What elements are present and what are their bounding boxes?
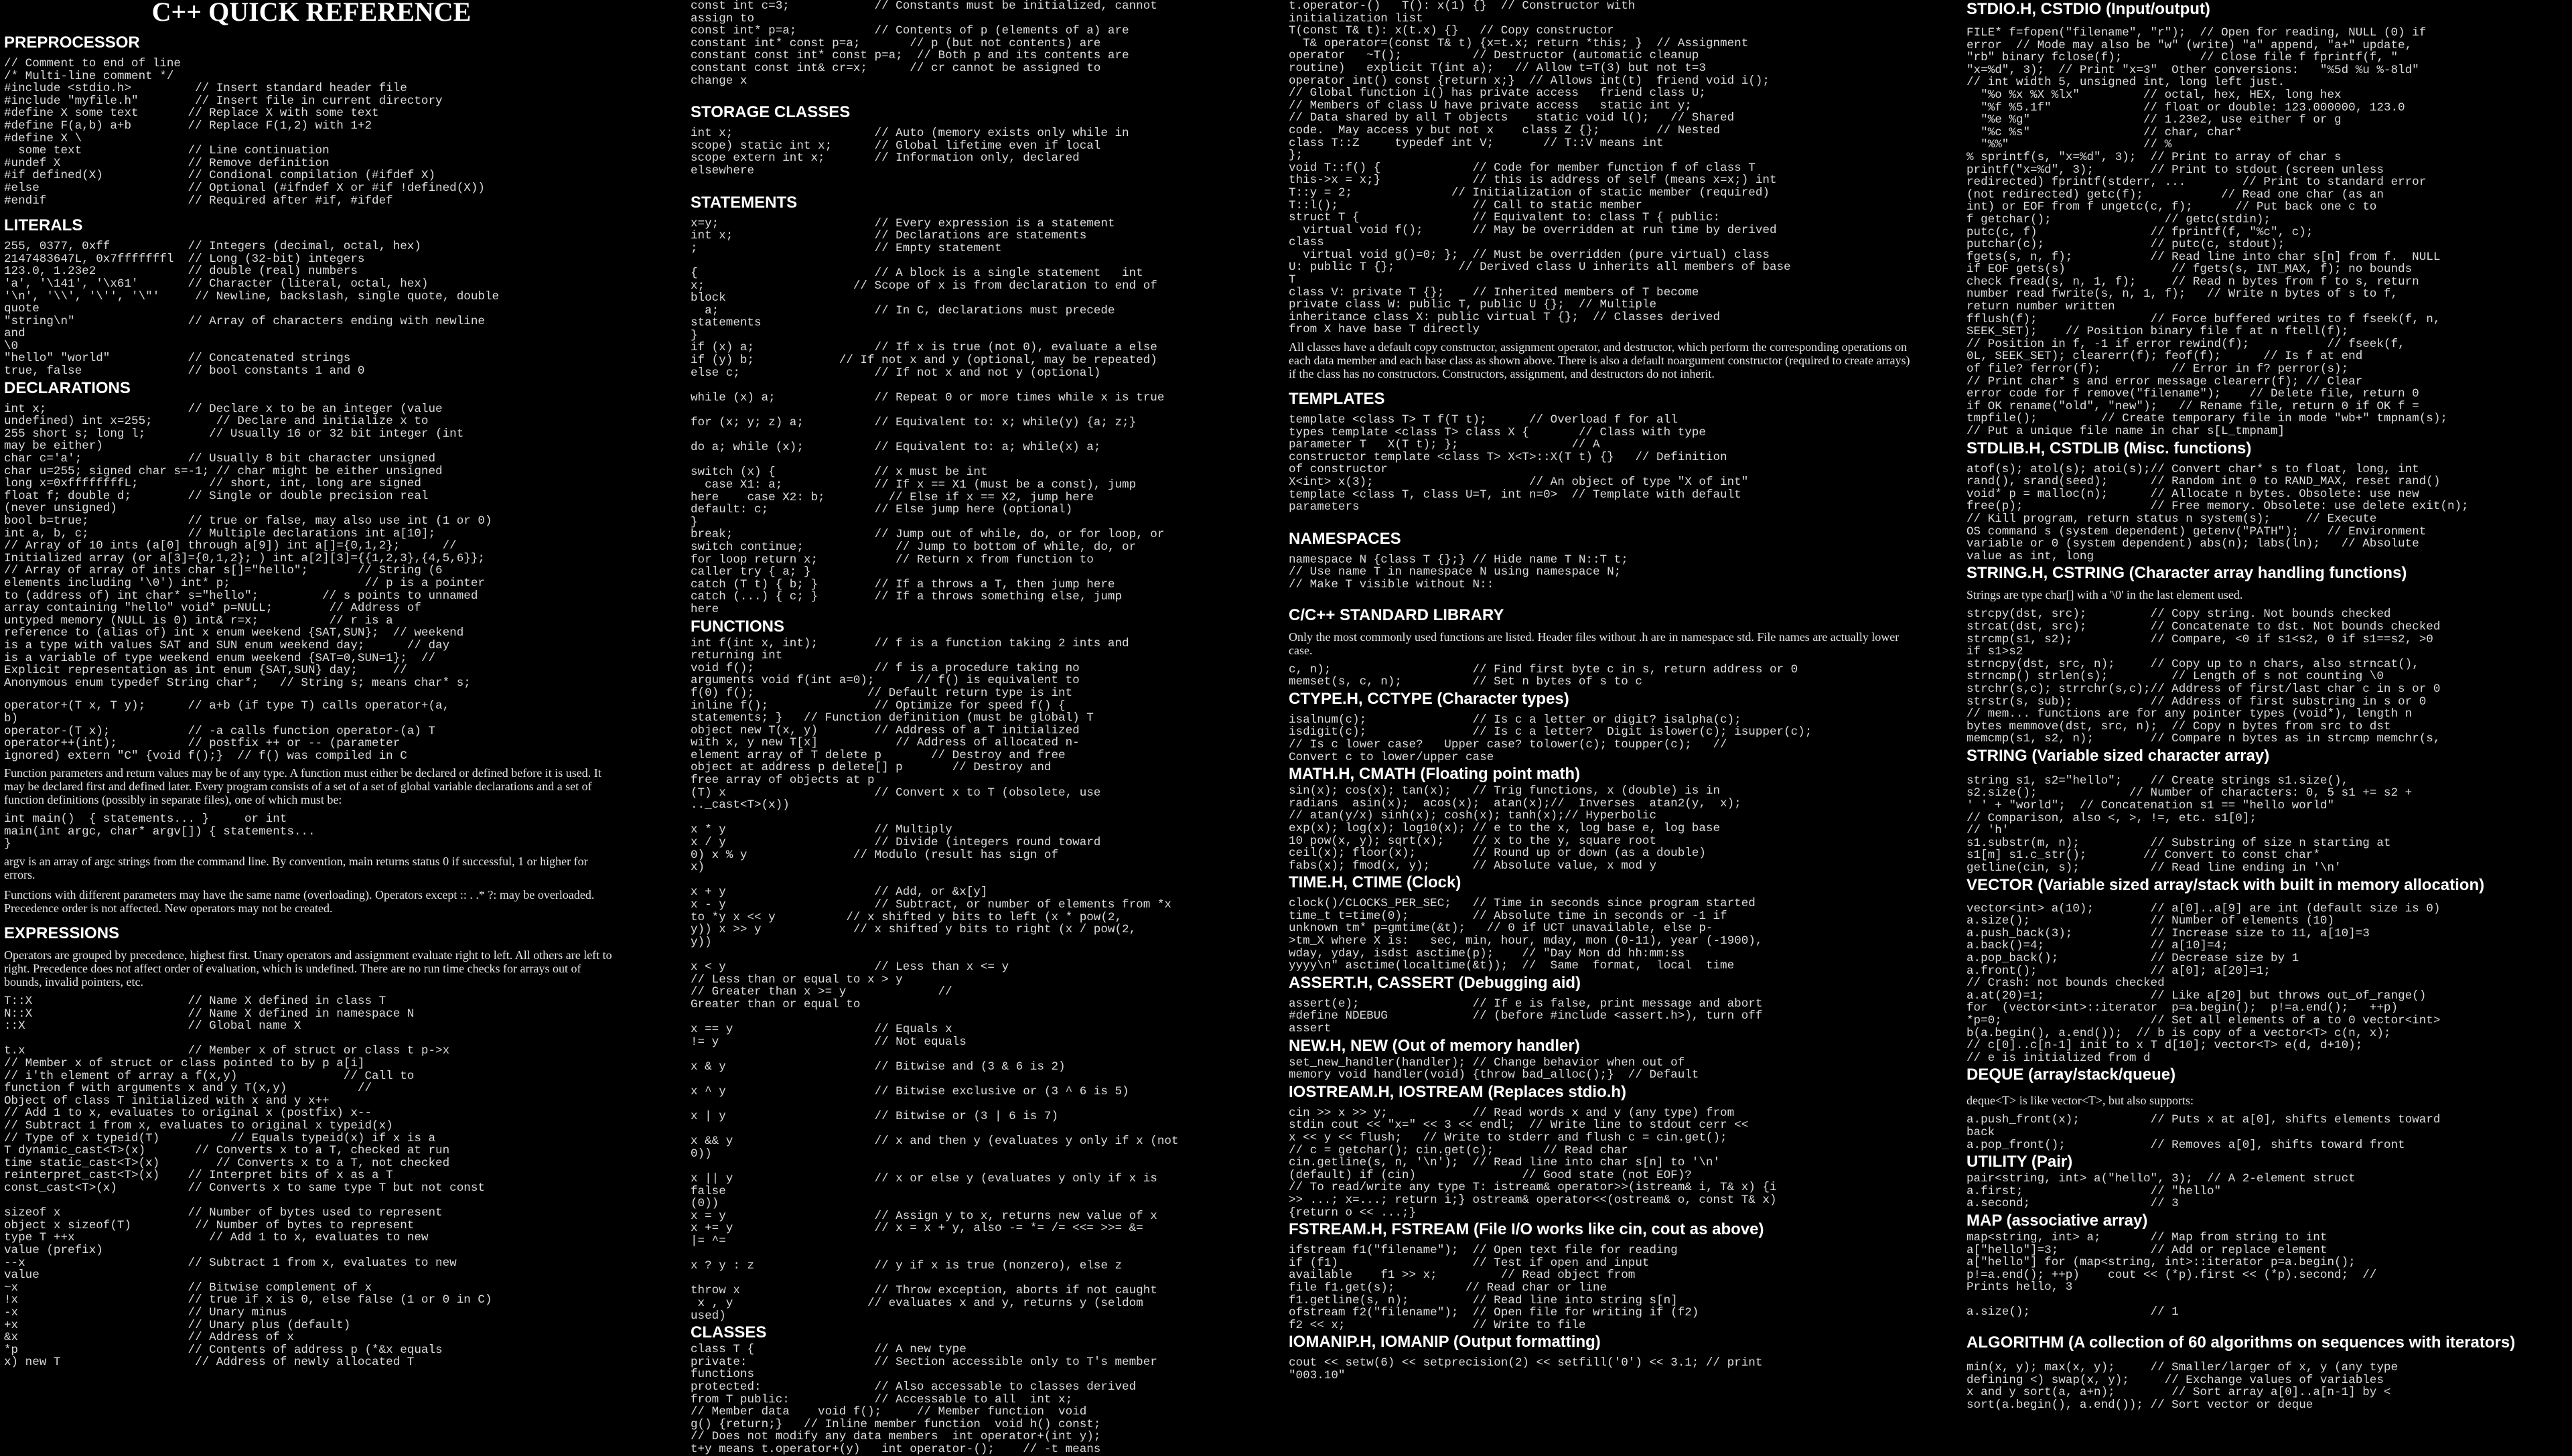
code-memchr: c, n); // Find first byte c in s, return address or 0 memset(s, c, n); // Set n bytes of s to c — [1289, 662, 1798, 689]
code-namespaces: namespace N {class T {};} // Hide name T N::T t; // Use name T in namespace N using namespace N; // Make T visible without N:: — [1289, 553, 1628, 591]
code-algorithm: min(x, y); max(x, y); // Smaller/larger of x, y (any type defining <) swap(x, y); // Exchange values of variables x and y sort(a, a+n); // Sort array a[0]..a[n-1] by < sort(a.begin(), a.end()); // Sort vector or deque — [1967, 1361, 2399, 1412]
code-preprocessor: // Comment to end of line /* Multi-line comment */ #include <stdio.h> // Insert standard header file #include "myfile.h" // Insert file in current directory #define X some text // Replace X with some text #define F(a,b) a+b // Replace F(1,2) with 1+2 #define X \ some text // Line continuation #undef X // Remove definition #if defined(X) // Condional compilation (#ifdef X) #else // Optional (#ifndef X or #if !defined(X)) #endif // Required after #if, #ifdef — [4, 57, 485, 208]
text-argv: argv is an array of argc strings from the command line. By convention, main returns status 0 if successful, 1 or higher for errors. — [4, 855, 588, 882]
heading-cstring: STRING.H, CSTRING (Character array handling functions) — [1967, 564, 2407, 583]
heading-stdlib: STDLIB.H, CSTDLIB (Misc. functions) — [1967, 439, 2252, 457]
heading-assert: ASSERT.H, CASSERT (Debugging aid) — [1289, 973, 1581, 992]
code-functions: int f(int x, int); // f is a function taking 2 ints and returning int void f(); // f is a procedure taking no arguments void f(int a=0); // f() is equivalent to f(0) f(); // Default return type is int inline f(); // Optimize for speed f() { statements; } // Function definition (must be global) T object new T(x, y) // Address of a T initialized with x, y new T[x] // Address of allocated n- element array of T delete p // Destroy and free object at address p delete[] p // Destroy and free array of objects at p (T) x // Convert x to T (obsolete, use .._cast<T>(x)) x * y // Multiply x / y // Divide (integers round toward 0) x % y // Modulo (result has sign of x) x + y // Add, or &x[y] x - y // Subtract, or number of elements from *x to *y x << y // x shifted y bits to left (x * pow(2, y)) x >> y // x shifted y bits to right (x / pow(2, y)) x < y // Less than x <= y // Less than or equal to x > y // Greater than x >= y // Greater than or equal to x == y // Equals x != y // Not equals x & y // Bitwise and (3 & 6 is 2) x ^ y // Bitwise exclusive or (3 ^ 6 is 5) x | y // Bitwise or (3 | 6 is 7) x && y // x and then y (evaluates y only if x (not 0)) x || y // x or else y (evaluates y only if x is false (0)) x = y // Assign y to x, returns new value of x x += y // x = x + y, also -= *= /= <<= >>= &= |= ^= x ? y : z // y if x is true (nonzero), else z throw x // Throw exception, aborts if not caught x , y // evaluates x and y, returns y (seldom used) — [691, 636, 1179, 1323]
column-1 — [0, 0, 623, 1447]
heading-literals: LITERALS — [4, 216, 83, 235]
code-statements: x=y; // Every expression is a statement int x; // Declarations are statements ; // Empty statement { // A block is a single statement int x; // Scope of x is from declaration to end of block a; // In C, declarations must precede statements } if (x) a; // If x is true (not 0), evaluate a else if (y) b; // If not x and y (optional, may be repeated) else c; // If not x and not y (optional) while (x) a; // Repeat 0 or more times while x is true for (x; y; z) a; // Equivalent to: x; while(y) {a; z;} do a; while (x); // Equivalent to: a; while(x) a; switch (x) { // x must be int case X1: a; // If x == X1 (must be a const), jump here case X2: b; // Else if x == X2, jump here default: c; // Else jump here (optional) } break; // Jump out of while, do, or for loop, or switch continue; // Jump to bottom of while, do, or for loop return x; // Return x from function to caller try { a; } catch (T t) { b; } // If a throws a T, then jump here catch (...) { c; } // If a throws something else, jump here — [691, 216, 1165, 616]
code-classes: class T { // A new type private: // Section accessible only to T's member functions protected: // Also accessable to classes derived from T public: // Accessable to all int x; // Member data void f(); // Member function void g() {return;} // Inline member function void h() const; // Does not modify any data members int operator+(int y); t+y means t.operator+(y) int operator-(); // -t means — [691, 1343, 1157, 1456]
code-declarations: int x; // Declare x to be an integer (value undefined) int x=255; // Declare and initialize x to 255 short s; long l; // Usually 16 or 32 bit integer (int may be either) char c='a'; // Usually 8 bit character unsigned char u=255; signed char s=-1; // char might be either unsigned long x=0xffffffffL; // short, int, long are signed float f; double d; // Single or double precision real (never unsigned) bool b=true; // true or false, may also use int (1 or 0) int a, b, c; // Multiple declarations int a[10]; // Array of 10 ints (a[0] through a[9]) int a[]={0,1,2}; // Initialized array (or a[3]={0,1,2}; ) int a[2][3]={{1,2,3},{4,5,6}}; // Array of array of ints char s[]="hello"; // String (6 elements including '\0') int* p; // p is a pointer to (address of) int char* s="hello"; // s points to unnamed array containing "hello" void* p=NULL; // Address of untyped memory (NULL is 0) int& r=x; // r is a reference to (alias of) int x enum weekend {SAT,SUN}; // weekend is a type with values SAT and SUN enum weekend day; // day is a variable of type weekend enum weekend {SAT=0,SUN=1}; // Explicit representation as int enum {SAT,SUN} day; // Anonymous enum typedef String char*; // String s; means char* s; — [4, 402, 492, 690]
code-stdio: FILE* f=fopen("filename", "r"); // Open for reading, NULL (0) if error // Mode may also be "w" (write) "a" append, "a+" update, "rb" binary fclose(f); // Close file f fprintf(f, " "x=%d", 3); // Print "x=3" Other conversions: "%5d %u %-8ld" // int width 5, unsigned int, long left just. "%o %x %X %lx" // octal, hex, HEX, long hex "%f %5.1f" // float or double: 123.000000, 123.0 "%e %g" // 1.23e2, use either f or g "%c %s" // char, char* "%%" // % % sprintf(s, "x=%d", 3); // Print to array of char s printf("x=%d", 3); // Print to stdout (screen unless redirected) fprintf(stderr, ... // Print to standard error (not redirected) getc(f); // Read one char (as an int) or EOF from f ungetc(c, f); // Put back one c to f getchar(); // getc(stdin); putc(c, f) // fprintf(f, "%c", c); putchar(c); // putc(c, stdout); fgets(s, n, f); // Read line into char s[n] from f. NULL if EOF gets(s) // fgets(s, INT_MAX, f); no bounds check fread(s, n, 1, f); // Read n bytes from f to s, return number read fwrite(s, n, 1, f); // Write n bytes of s to f, return number written fflush(f); // Force buffered writes to f fseek(f, n, SEEK_SET); // Position binary file f at n ftell(f); // Position in f, -1 if error rewind(f); // fseek(f, 0L, SEEK_SET); clearerr(f); feof(f); // Is f at end of file? ferror(f); // Error in f? perror(s); // Print char* s and error message clearerr(f); // Clear error code for f remove("filename"); // Delete file, return 0 if OK rename("old", "new"); // Rename file, return 0 if OK f = tmpfile(); // Create temporary file in mode "wb+" tmpnam(s); // Put a unique file name in char s[L_tmpnam] — [1967, 26, 2447, 438]
code-ctype: isalnum(c); // Is c a letter or digit? isalpha(c); isdigit(c); // Is c a letter? Digit islower(c); isupper(c); // Is c lower case? Upper case? tolower(c); toupper(c); // Convert c to lower/upper case — [1289, 713, 1812, 764]
code-stdlib: atof(s); atol(s); atoi(s);// Convert char* s to float, long, int rand(), srand(seed); // Random int 0 to RAND_MAX, reset rand() void* p = malloc(n); // Allocate n bytes. Obsolete: use new free(p); // Free memory. Obsolete: use delete exit(n); // Kill program, return status n system(s); // Execute OS command s (system dependent) getenv("PATH"); // Environment variable or 0 (system dependent) abs(n); labs(ln); // Absolute value as int, long — [1967, 462, 2469, 563]
code-map: map<string, int> a; // Map from string to int a["hello"]=3; // Add or replace element a["hello"] for (map<string, int>::iterator p=a.begin(); p!=a.end(); ++p) cout << (*p).first << (*p).second; // Prints hello, 3 a.size(); // 1 — [1967, 1230, 2377, 1319]
code-iomanip: cout << setw(6) << setprecision(2) << setfill('0') << 3.1; // print "003.10" — [1289, 1356, 1763, 1382]
column-4 — [1962, 0, 2572, 1447]
code-class-members: t.operator-() T(): x(1) {} // Constructor with initialization list T(const T& t): x(t.x) {} // Copy constructor T& operator=(const T& t) {x=t.x; return *this; } // Assignment operator ~T(); // Destructor (automatic cleanup routine) explicit T(int a); // Allow t=T(3) but not t=3 operator int() const {return x;} // Allows int(t) friend void i(); // Global function i() has private access friend class U; // Members of class U have private access static int y; // Data shared by all T objects static void l(); // Shared code. May access y but not x class Z {}; // Nested class T::Z typedef int V; // T::V means int }; void T::f() { // Code for member function f of class T this->x = x;} // this is address of self (means x=x;) int T::y = 2; // Initialization of static member (required) T::l(); // Call to static member struct T { // Equivalent to: class T { public: virtual void f(); // May be overridden at run time by derived class virtual void g()=0; }; // Must be overridden (pure virtual) class U: public T {}; // Derived class U inherits all members of base T class V: private T {}; // Inherited members of T become private class W: public T, public U {}; // Multiple inheritance class X: public virtual T {}; // Classes derived from X have base T directly — [1289, 0, 1791, 337]
heading-vector: VECTOR (Variable sized array/stack with built in memory allocation) — [1967, 875, 2485, 894]
code-fstream: ifstream f1("filename"); // Open text file for reading if (f1) // Test if open and input available f1 >> x; // Read object from file f1.get(s); // Read char or line f1.getline(s, n); // Read line into string s[n] ofstream f2("filename"); // Open file for writing if (f2) f2 << x; // Write to file — [1289, 1244, 1699, 1332]
code-cstring: strcpy(dst, src); // Copy string. Not bounds checked strcat(dst, src); // Concatenate to dst. Not bounds checked strcmp(s1, s2); // Compare, <0 if s1<s2, 0 if s1==s2, >0 if s1>s2 strncpy(dst, src, n); // Copy up to n chars, also strncat(), strncmp() strlen(s); // Length of s not counting \0 strchr(s,c); strrchr(s,c);// Address of first/last char c in s or 0 strstr(s, sub); // Address of first substring in s or 0 // mem... functions are for any pointer types (void*), length n bytes memmove(dst, src, n); // Copy n bytes from src to dst memcmp(s1, s2, n); // Compare n bytes as in strcmp memchr(s, — [1967, 607, 2441, 746]
text-deque: deque<T> is like vector<T>, but also supports: — [1967, 1094, 2194, 1108]
text-function-params: Function parameters and return values may be of any type. A function must either be declared or defined before it is used. It may be declared first and defined later. Every program consists of a set of a set of global variable declarations and a set of function definitions (possibly in separate files), one of which must be: — [4, 766, 601, 807]
code-const: const int c=3; // Constants must be initialized, cannot assign to const int* p=a; // Contents of p (elements of a) are constant int* const p=a; // p (but not contents) are constant const int* const p=a; // Both p and its contents are constant const int& cr=x; // cr cannot be assigned to change x — [691, 0, 1157, 88]
text-default-members: All classes have a default copy constructor, assignment operator, and destructor, which perform the corresponding operations on each data member and each base class as shown above. There is also a default noargument constructor (required to create arrays) if the class has no constructors. Constructors, assignment, and destructors do not inherit. — [1289, 340, 1910, 381]
heading-map: MAP (associative array) — [1967, 1211, 2148, 1230]
text-standard-library: Only the most commonly used functions are listed. Header files without .h are in namespace std. File names are actually lower case. — [1289, 630, 1900, 657]
code-storage-classes: int x; // Auto (memory exists only while in scope) static int x; // Global lifetime even if local scope extern int x; // Information only, declared elsewhere — [691, 127, 1129, 177]
code-math: sin(x); cos(x); tan(x); // Trig functions, x (double) is in radians asin(x); acos(x); atan(x);// Inverses atan2(y, x); // atan(y/x) sinh(x); cosh(x); tanh(x);// Hyperbolic exp(x); log(x); log10(x); // e to the x, log base e, log base 10 pow(x, y); sqrt(x); // x to the y, square root ceil(x); floor(x); // Round up or down (as a double) fabs(x); fmod(x, y); // Absolute value, x mod y — [1289, 784, 1741, 873]
code-utility: pair<string, int> a("hello", 3); // A 2-element struct a.first; // "hello" a.second; // 3 — [1967, 1172, 2356, 1211]
code-operator-overloads: operator+(T x, T y); // a+b (if type T) calls operator+(a, b) operator-(T x); // -a calls function operator-(a) T operator++(int); // postfix ++ or -- (parameter ignored) extern "C" {void f();} // f() was compiled in C — [4, 699, 450, 763]
heading-statements: STATEMENTS — [691, 193, 798, 212]
heading-standard-library: C/C++ STANDARD LIBRARY — [1289, 605, 1504, 624]
code-vector: vector<int> a(10); // a[0]..a[9] are int (default size is 0) a.size(); // Number of elements (10) a.push_back(3); // Increase size to 11, a[10]=3 a.back()=4; // a[10]=4; a.pop_back(); // Decrease size by 1 a.front(); // a[0]; a[20]=1; // Crash: not bounds checked a.at(20)=1; // Like a[20] but throws out_of_range() for (vector<int>::iterator p=a.begin(); p!=a.end(); ++p) *p=0; // Set all elements of a to 0 vector<int> b(a.begin(), a.end()); // b is copy of a vector<T> c(n, x); // c[0]..c[n-1] init to x T d[10]; vector<T> e(d, d+10); // e is initialized from d — [1967, 901, 2441, 1065]
column-3 — [1285, 0, 1921, 1447]
heading-storage-classes: STORAGE CLASSES — [691, 103, 851, 122]
heading-string: STRING (Variable sized character array) — [1967, 746, 2270, 765]
heading-math: MATH.H, CMATH (Floating point math) — [1289, 765, 1581, 784]
text-expressions: Operators are grouped by precedence, highest first. Unary operators and assignment evaluate right to left. All others are left to right. Precedence does not affect order of evaluation, which is undefined. There are no run time checks for arrays out of bounds, invalid pointers, etc. — [4, 948, 612, 989]
code-templates: template <class T> T f(T t); // Overload f for all types template <class T> class X { // Class with type parameter T X(T t); }; // A constructor template <class T> X<T>::X(T t) {} // Definition of constructor X<int> x(3); // An object of type "X of int" template <class T, class U=T, int n=0> // Template with default parameters — [1289, 413, 1749, 514]
code-new: set_new_handler(handler); // Change behavior when out of memory void handler(void) {throw bad_alloc();} // Default — [1289, 1055, 1699, 1082]
heading-namespaces: NAMESPACES — [1289, 529, 1401, 548]
heading-templates: TEMPLATES — [1289, 390, 1385, 409]
code-literals: 255, 0377, 0xff // Integers (decimal, octal, hex) 2147483647L, 0x7fffffffl // Long (32-bit) integers 123.0, 1.23e2 // double (real) numbers 'a', '\141', '\x61' // Character (literal, octal, hex) '\n', '\\', '\'', '\"' // Newline, backslash, single quote, double quote "string\n" // Array of characters ending with newline and \0 "hello" "world" // Concatenated strings true, false // bool constants 1 and 0 — [4, 240, 500, 378]
heading-classes: CLASSES — [691, 1323, 767, 1342]
code-expressions: T::X // Name X defined in class T N::X // Name X defined in namespace N ::X // Global name X t.x // Member x of struct or class t p->x // Member x of struct or class pointed to by p a[i] // i'th element of array a f(x,y) // Call to function f with arguments x and y T(x,y) // Object of class T initialized with x and y x++ // Add 1 to x, evaluates to original x (postfix) x-- // Subtract 1 from x, evaluates to original x typeid(x) // Type of x typeid(T) // Equals typeid(x) if x is a T dynamic_cast<T>(x) // Converts x to a T, checked at run time static_cast<T>(x) // Converts x to a T, not checked reinterpret_cast<T>(x) // Interpret bits of x as a T const_cast<T>(x) // Converts x to same type T but not const sizeof x // Number of bytes used to represent object x sizeof(T) // Number of bytes to represent type T ++x // Add 1 to x, evaluates to new value (prefix) --x // Subtract 1 from x, evaluates to new value ~x // Bitwise complement of x !x // true if x is 0, else false (1 or 0 in C) -x // Unary minus +x // Unary plus (default) &x // Address of x *p // Contents of address p (*&x equals x) new T // Address of newly allocated T — [4, 995, 492, 1370]
code-time: clock()/CLOCKS_PER_SEC; // Time in seconds since program started time_t t=time(0); // Absolute time in seconds or -1 if unknown tm* p=gmtime(&t); // 0 if UCT unavailable, else p- >tm_X where X is: sec, min, hour, mday, mon (0-11), year (-1900), wday, yday, isdst asctime(p); // "Day Mon dd hh:mm:ss yyyy\n" asctime(localtime(&t)); // Same format, local time — [1289, 897, 1763, 973]
heading-utility: UTILITY (Pair) — [1967, 1153, 2073, 1171]
heading-iostream: IOSTREAM.H, IOSTREAM (Replaces stdio.h) — [1289, 1082, 1627, 1101]
heading-iomanip: IOMANIP.H, IOMANIP (Output formatting) — [1289, 1333, 1601, 1352]
heading-declarations: DECLARATIONS — [4, 378, 131, 397]
page-title: C++ QUICK REFERENCE — [151, 0, 472, 27]
heading-deque: DEQUE (array/stack/queue) — [1967, 1066, 2176, 1084]
heading-ctype: CTYPE.H, CCTYPE (Character types) — [1289, 689, 1569, 708]
code-deque: a.push_front(x); // Puts x at a[0], shifts elements toward back a.pop_front(); // Removes a[0], shifts toward front — [1967, 1113, 2441, 1152]
heading-time: TIME.H, CTIME (Clock) — [1289, 873, 1461, 892]
heading-fstream: FSTREAM.H, FSTREAM (File I/O works like cin, cout as above) — [1289, 1220, 1764, 1239]
heading-stdio: STDIO.H, CSTDIO (Input/output) — [1967, 0, 2210, 18]
code-string: string s1, s2="hello"; // Create strings s1.size(), s2.size(); // Number of characters: 0, 5 s1 += s2 + ' ' + "world"; // Concatenation s1 == "hello world" // Comparison, also <, >, !=, etc. s1[0]; // 'h' s1.substr(m, n); // Substring of size n starting at s1[m] s1.c_str(); // Convert to const char* getline(cin, s); // Read line ending in '\n' — [1967, 774, 2413, 875]
column-2 — [687, 0, 1306, 1456]
heading-new: NEW.H, NEW (Out of memory handler) — [1289, 1036, 1580, 1055]
heading-algorithm: ALGORITHM (A collection of 60 algorithms on sequences with iterators) — [1967, 1333, 2516, 1352]
code-main: int main() { statements... } or int main(int argc, char* argv[]) { statements... } — [4, 812, 315, 851]
code-iostream: cin >> x >> y; // Read words x and y (any type) from stdin cout << "x=" << 3 << endl; // Write line to stdout cerr << x << y << flush; // Write to stderr and flush c = cin.get(); // c = getchar(); cin.get(c); // Read char cin.getline(s, n, '\n'); // Read line into char s[n] to '\n' (default) if (cin) // Good state (not EOF)? // To read/write any type T: istream& operator>>(istream& i, T& x) {i >> ...; x=...; return i;} ostream& operator<<(ostream& o, const T& x) {return o << ...;} — [1289, 1106, 1777, 1220]
heading-expressions: EXPRESSIONS — [4, 924, 120, 943]
code-assert: assert(e); // If e is false, print message and abort #define NDEBUG // (before #include <assert.h>), turn off assert — [1289, 997, 1763, 1036]
text-cstring: Strings are type char[] with a '\0' in the last element used. — [1967, 588, 2243, 602]
heading-preprocessor: PREPROCESSOR — [4, 33, 140, 52]
text-overloading: Functions with different parameters may have the same name (overloading). Operators except :: . .* ?: may be overloaded. Precedence order is not affected. New operators may not be created. — [4, 888, 595, 916]
heading-functions: FUNCTIONS — [691, 617, 784, 636]
